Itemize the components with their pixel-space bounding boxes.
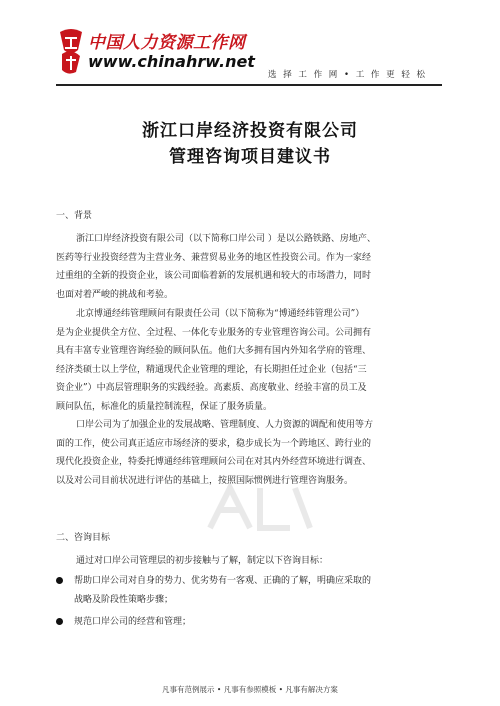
paragraph-line: 是为企业提供全方位、全过程、一体化专业服务的专业管理咨询公司。公司拥有	[56, 327, 372, 338]
page-footer: 凡事有范例展示 • 凡事有参照模板 • 凡事有解决方案	[162, 685, 338, 694]
page-header	[0, 0, 500, 92]
paragraph-line: 具有丰富专业管理咨询经验的顾问队伍。他们大多拥有国内外知名学府的管理、	[56, 346, 372, 356]
paragraph-line: 经济类硕士以上学位，精通现代企业管理的理论，有长期担任过企业（包括“三	[56, 364, 367, 375]
section1-paragraph2	[56, 305, 442, 416]
header-divider	[56, 84, 442, 86]
paragraph-line: 通过对口岸公司管理层的初步接触与了解，制定以下咨询目标：	[76, 556, 329, 566]
bullet-icon	[56, 577, 63, 584]
list-item	[56, 572, 442, 612]
bullet-icon	[56, 618, 63, 625]
section1-paragraph1	[56, 230, 442, 304]
list-item	[56, 613, 442, 633]
paragraph-line: 过重组的全新的投资企业，该公司面临着新的发展机遇和较大的市场潜力，同时	[56, 271, 372, 281]
site-logo[interactable]	[56, 26, 266, 78]
paragraph-line: 也面对着严峻的挑战和考验。	[56, 289, 174, 300]
document-title-line2: 管理咨询项目建议书	[169, 147, 331, 167]
header-slogan: 选 择 工 作 网 • 工 作 更 轻 松	[268, 70, 428, 80]
list-item-text: 战略及阶段性策略步骤；	[74, 594, 174, 605]
logo-url[interactable]: www.chinahrw.net	[88, 52, 255, 71]
paragraph-line: 资企业”）中高层管理职务的实践经验。高素质、高度敬业、经验丰富的员工及	[56, 383, 367, 393]
paragraph-line: 医药等行业投资经营为主营业务、兼营贸易业务的地区性投资公司。作为一家经	[56, 252, 372, 263]
watermark-icon	[200, 478, 320, 538]
paragraph-line: 面的工作，使公司真正适应市场经济的要求，稳步成长为一个跨地区、跨行业的	[56, 438, 372, 449]
section1-heading: 一、背景	[56, 211, 93, 221]
paragraph-line: 现代化投资企业，特委托博通经纬管理顾问公司在对其内外经营环境进行调查、	[56, 457, 372, 467]
section2-heading: 二、咨询目标	[56, 533, 111, 543]
logo-chinese-name: 中国人力资源工作网	[88, 33, 246, 53]
list-item-text: 帮助口岸公司对自身的势力、优劣势有一客观、正确的了解，明确应采取的	[74, 576, 372, 586]
logo-badge-icon	[56, 26, 86, 76]
paragraph-line: 顾问队伍，标准化的质量控制流程，保证了服务质量。	[56, 401, 273, 412]
document-title-line1: 浙江口岸经济投资有限公司	[142, 121, 358, 141]
list-item-text: 规范口岸公司的经营和管理；	[74, 617, 192, 627]
paragraph-line: 口岸公司为了加强企业的发展战略、管理制度、人力资源的调配和使用等方	[76, 420, 374, 430]
paragraph-line: 以及对公司目前状况进行评估的基础上，按照国际惯例进行管理咨询服务。	[56, 475, 354, 486]
paragraph-line: 浙江口岸经济投资有限公司（以下简称口岸公司 ）是以公路铁路、房地产、	[76, 234, 376, 244]
section2-intro	[76, 552, 442, 571]
paragraph-line: 北京博通经纬管理顾问有限责任公司（以下简称为“博通经纬管理公司”）	[76, 309, 365, 319]
